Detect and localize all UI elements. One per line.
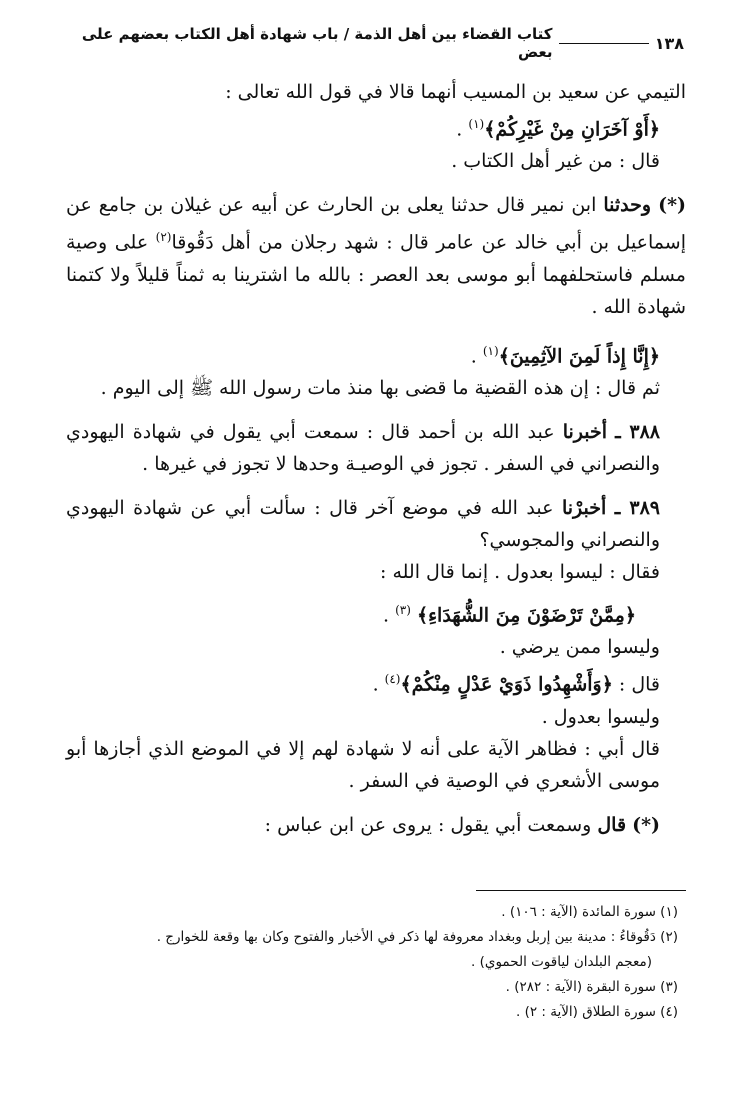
quran-verse: ﴿إِنَّا إِذاً لَمِنَ الآثِمِينَ﴾$^{(١)}$ . [470,343,660,367]
narration-389: ٣٨٩ ـ أخبرْنا عبد الله في موضع آخر قال : سألت أبي عن شهادة اليهودي والنصراني والمجوسي؟ [66,496,661,551]
narration-paragraph: (*) وحدثنا ابن نمير قال حدثنا يعلى بن الحارث عن أبيه عن غيلان بن جامع عن إسماعيل بن أبي خالد عن عامر قال : شهد رجلان من أهل دَقُوقا$^{(٢)}$ على وصية مسلم فاستحلفهما أبو موسى بعد العصر : بالله ما اشترينا به ثمناً قليلاً ولا كتمنا شهادة الله . [66,194,686,318]
narration-paragraph: (*) قال وسمعت أبي يقول : يروى عن ابن عباس : [264,813,660,836]
text-line: قال : من غير أهل الكتاب . [451,150,660,173]
text-paragraph: قال أبي : فظاهر الآية على أنه لا شهادة لهم إلا في الموضع الذي أجازها أبو موسى الأشعري في الوصية في السفر . [66,737,660,792]
footnote-ref: (٤) [384,672,401,687]
footnote: (٢) دَقُوقاءُ : مدينة بين إربل وبغداد معروفة لها ذكر في الأخبار والفتوح وكان بها وقعة للخوارج . [156,929,678,945]
text-line: فقال : ليسوا بعدول . إنما قال الله : [380,560,660,583]
footnote-rule [476,890,686,891]
quran-verse: ﴿أَوْ آخَرَانِ مِنْ غَيْرِكُمْ﴾$^{(١)}$ . [456,117,660,141]
footnote: (٤) سورة الطلاق (الآية : ٢) . [515,1004,678,1020]
page-number: ١٣٨ [654,33,684,53]
quran-verse: ﴿مِمَّنْ تَرْضَوْنَ مِنَ الشُّهَدَاءِ﴾ $^{(٣)}$ . [383,602,636,627]
footnote-ref: (١) [468,117,485,131]
main-text [66,76,686,841]
footnote-ref: (٢) [155,230,172,245]
narration-388: ٣٨٨ ـ أخبرنا عبد الله بن أحمد قال : سمعت أبي يقول في شهادة اليهودي والنصراني في السفر . تجوز في الوصيـة وحدها لا تجوز في غيرها . [66,420,661,475]
quran-verse: قال : ﴿وَأَشْهِدُوا ذَوَيْ عَدْلٍ مِنْكُمْ﴾$^{(٤)}$ . [372,672,660,696]
footnote: (معجم البلدان لياقوت الحموي) . [471,954,652,970]
footnote: (١) سورة المائدة (الآية : ١٠٦) . [501,904,678,920]
running-header [68,25,684,61]
header-rule [559,43,649,44]
footnote-ref: (١) [482,343,499,358]
text-line: التيمي عن سعيد بن المسيب أنهما قالا في قول الله تعالى : [225,81,686,103]
text-line: ثم قال : إن هذه القضية ما قضى بها منذ مات رسول الله ﷺ إلى اليوم . [100,376,660,399]
footnote: (٣) سورة البقرة (الآية : ٢٨٢) . [505,979,678,995]
footnote-ref: (٣) [395,602,411,617]
text-line: وليسوا بعدول . [541,705,660,728]
text-line: وليسوا ممن يرضي . [499,636,660,659]
footnotes [66,900,678,1025]
header-title: كتاب القضاء بين أهل الذمة / باب شهادة أهل الكتاب بعضهم على بعض [81,25,553,61]
